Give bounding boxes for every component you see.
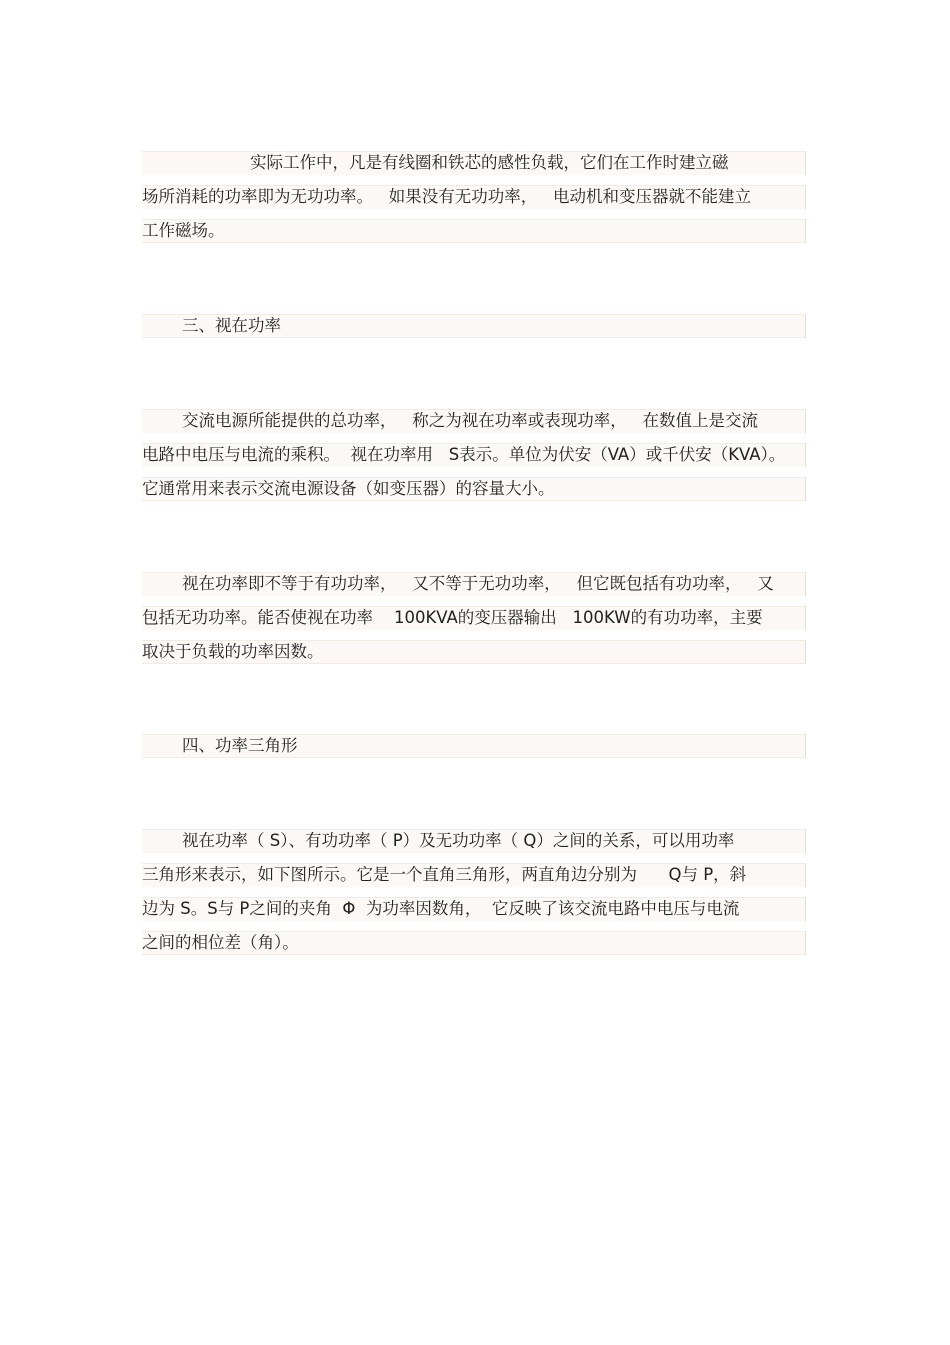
text-line: 工作磁场。 — [142, 221, 225, 240]
text-line: 实际工作中，凡是有线圈和铁芯的感性负载，它们在工作时建立磁 — [250, 153, 729, 172]
text-line: 之间的相位差（角）。 — [142, 933, 299, 952]
text-line: 场所消耗的功率即为无功功率。 如果没有无功功率， 电动机和变压器就不能建立 — [142, 187, 751, 206]
text-line: 取决于负载的功率因数。 — [142, 642, 324, 661]
text-line: 包括无功功率。能否使视在功率 100KVA的变压器输出 100KW的有功功率，主要 — [142, 608, 763, 627]
paragraph-2-line-2 — [142, 443, 806, 467]
heading-text: 三、视在功率 — [182, 316, 281, 335]
text-line: 视在功率即不等于有功功率， 又不等于无功功率， 但它既包括有功功率， 又 — [182, 574, 774, 593]
paragraph-4-line-3 — [142, 897, 806, 921]
text-line: 交流电源所能提供的总功率， 称之为视在功率或表现功率， 在数值上是交流 — [182, 411, 758, 430]
text-line: 视在功率（ S）、有功功率（ P）及无功功率（ Q）之间的关系，可以用功率 — [182, 831, 735, 850]
paragraph-4-line-2 — [142, 863, 806, 887]
section-heading-3 — [142, 314, 806, 338]
paragraph-1-line-3 — [142, 219, 806, 243]
paragraph-2-line-1 — [142, 409, 806, 433]
paragraph-2-line-3 — [142, 477, 806, 501]
paragraph-1-line-1 — [142, 151, 806, 175]
heading-text: 四、功率三角形 — [182, 736, 298, 755]
paragraph-1-line-2 — [142, 185, 806, 209]
text-line: 电路中电压与电流的乘积。 视在功率用 S表示。单位为伏安（VA）或千伏安（KVA）。 — [142, 445, 786, 464]
section-heading-4 — [142, 734, 806, 758]
text-line: 边为 S。S与 P之间的夹角 Φ 为功率因数角， 它反映了该交流电路中电压与电流 — [142, 899, 740, 918]
paragraph-3-line-2 — [142, 606, 806, 630]
text-line: 三角形来表示，如下图所示。它是一个直角三角形，两直角边分别为 Q与 P，斜 — [142, 865, 747, 884]
text-line: 它通常用来表示交流电源设备（如变压器）的容量大小。 — [142, 479, 555, 498]
paragraph-3-line-3 — [142, 640, 806, 664]
paragraph-4-line-1 — [142, 829, 806, 853]
paragraph-4-line-4 — [142, 931, 806, 955]
paragraph-3-line-1 — [142, 572, 806, 596]
